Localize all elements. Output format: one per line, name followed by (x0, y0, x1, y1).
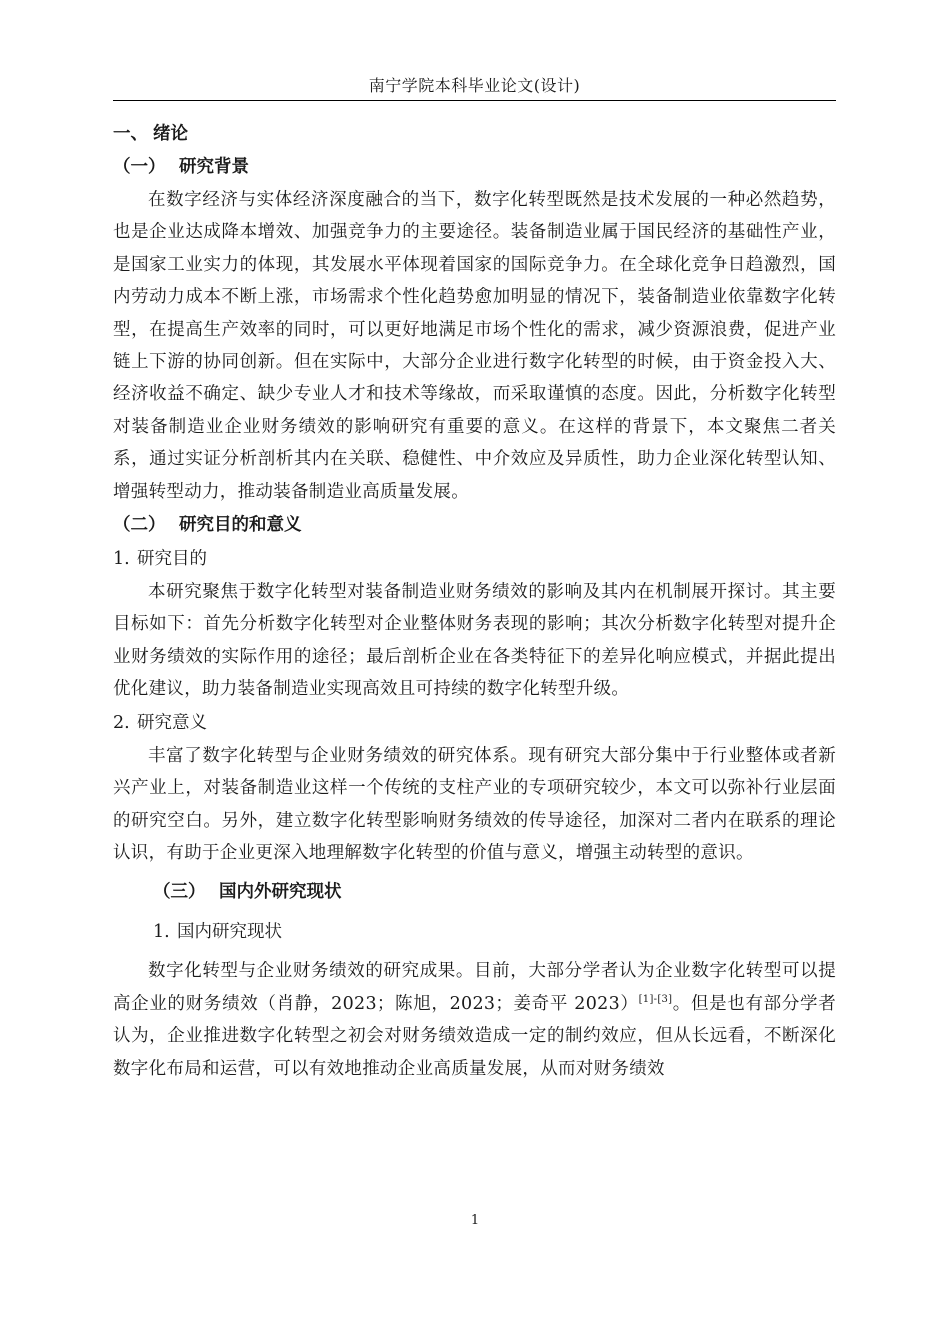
item-number: 1. (153, 922, 170, 943)
subsection-heading-literature (113, 875, 836, 909)
item-heading-domestic (113, 915, 836, 949)
item-title: 国内研究现状 (177, 922, 282, 943)
subsection-number: （三） (153, 882, 206, 903)
item-title: 研究目的 (137, 549, 207, 570)
subsection-number: （一） (113, 157, 166, 177)
subsection-number: （二） (113, 515, 166, 536)
section-title: 绪论 (153, 124, 188, 144)
item-heading-purpose (113, 542, 836, 576)
page-header: 南宁学院本科毕业论文(设计) (368, 76, 581, 95)
item-number: 1. (113, 549, 130, 570)
background-paragraph: 在数字经济与实体经济深度融合的当下，数字化转型既然是技术发展的一种必然趋势，也是企业达成降本增效、加强竞争力的主要途径。装备制造业属于国民经济的基础性产业，是国家工业实力的体现，其发展水平体现着国家的国际竞争力。在全球化竞争日趋激烈，国内劳动力成本不断上涨，市场需求个性化趋势愈加明显的情况下，装备制造业依靠数字化转型，在提高生产效率的同时，可以更好地满足市场个性化的需求，减少资源浪费，促进产业链上下游的协同创新。但在实际中，大部分企业进行数字化转型的时候，由于资金投入大、经济收益不确定、缺少专业人才和技术等缘故，而采取谨慎的态度。因此，分析数字化转型对装备制造业企业财务绩效的影响研究有重要的意义。在这样的背景下，本文聚焦二者关系，通过实证分析剖析其内在关联、稳健性、中介效应及异质性，助力企业深化转型认知、增强转型动力，推动装备制造业高质量发展。 (113, 190, 836, 502)
subsection-title: 研究背景 (179, 157, 249, 177)
subsection-title: 研究目的和意义 (179, 515, 302, 536)
item-number: 2. (113, 712, 130, 733)
subsection-heading-purpose (113, 508, 836, 542)
header-rule (113, 100, 836, 101)
subsection-title: 国内外研究现状 (219, 882, 342, 903)
significance-paragraph: 丰富了数字化转型与企业财务绩效的研究体系。现有研究大部分集中于行业整体或者新兴产业上，对装备制造业这样一个传统的支柱产业的专项研究较少，本文可以弥补行业层面的研究空白。另外，建立数字化转型影响财务绩效的传导途径，加深对二者内在联系的理论认识，有助于企业更深入地理解数字化转型的价值与意义，增强主动转型的意识。 (113, 745, 836, 863)
page-number: 1 (470, 1213, 480, 1228)
section-heading-1 (113, 118, 836, 150)
page-content (113, 118, 836, 1085)
paragraph-text-start: 数字化转型与企业财务绩效的研究成果。目前，大部分学者认为企业数字化转型可以提高企业的财务绩效（肖静，2023；陈旭，2023；姜奇平 2023） (113, 961, 836, 1014)
paragraph-text-end: 。但是也有部分学者认为，企业推进数字化转型之初会对财务绩效造成一定的制约效应，但从长远看，不断深化数字化布局和运营，可以有效地推动企业高质量发展，从而对财务绩效 (113, 993, 836, 1079)
citation-superscript: [1]-[3] (638, 993, 673, 1005)
domestic-research-paragraph (113, 955, 836, 1085)
item-heading-significance (113, 706, 836, 740)
subsection-heading-background (113, 150, 836, 184)
item-title: 研究意义 (137, 712, 207, 733)
purpose-paragraph: 本研究聚焦于数字化转型对装备制造业财务绩效的影响及其内在机制展开探讨。其主要目标如下：首先分析数字化转型对企业整体财务表现的影响；其次分析数字化转型对提升企业财务绩效的实际作用的途径；最后剖析企业在各类特征下的差异化响应模式，并据此提出优化建议，助力装备制造业实现高效且可持续的数字化转型升级。 (113, 582, 836, 700)
section-number: 一、 (113, 124, 148, 144)
